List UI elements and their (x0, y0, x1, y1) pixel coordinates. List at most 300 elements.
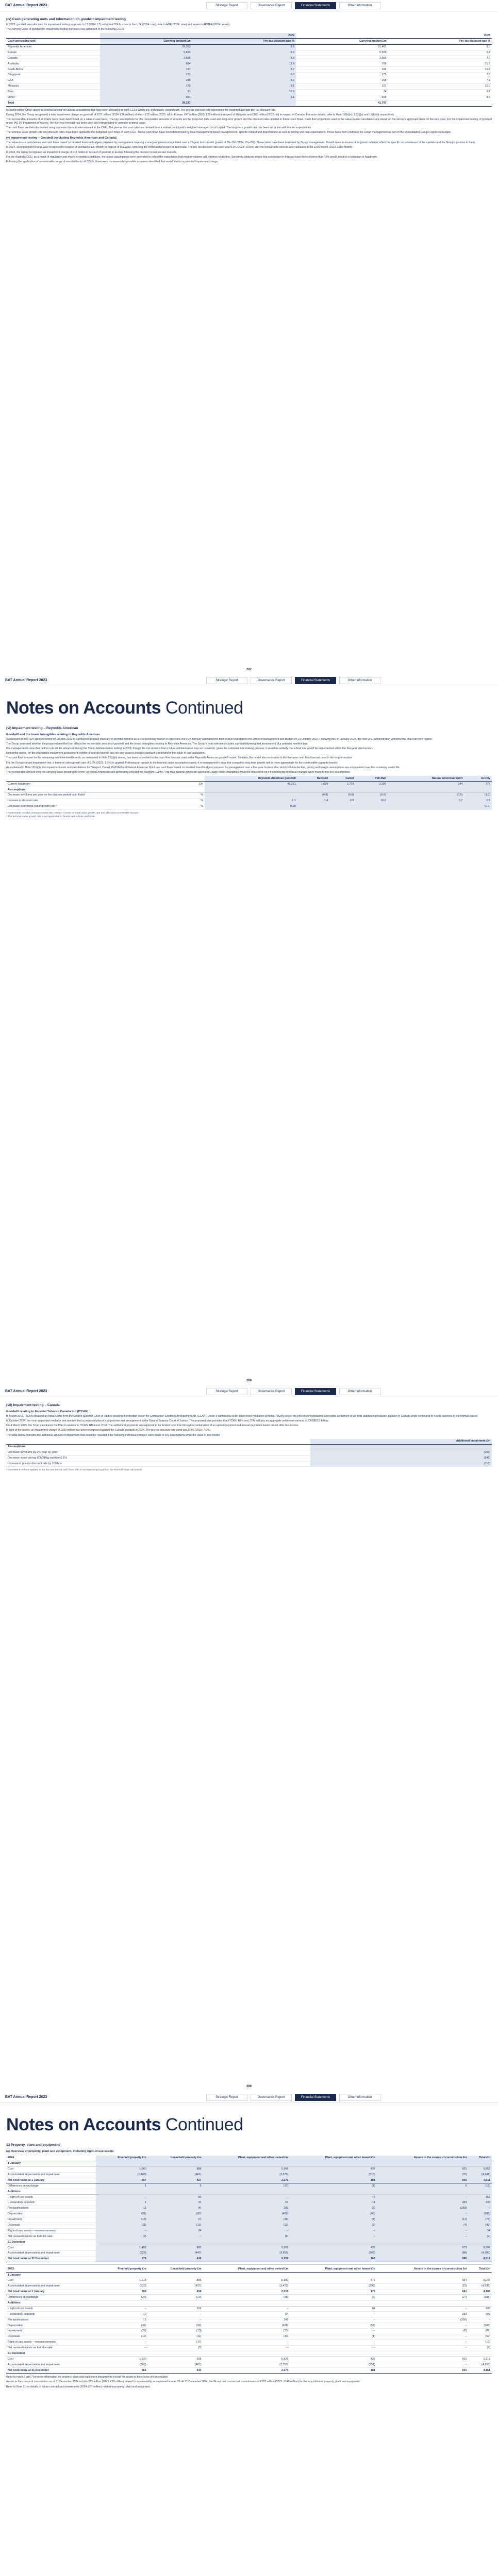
table-cell: 427 (148, 2178, 203, 2183)
nav-financial-statements[interactable]: Financial Statements (295, 2, 336, 9)
table-cell: (865) (96, 2362, 147, 2368)
table-cell: – (203, 2345, 290, 2351)
table-cell: 673 (377, 2245, 469, 2251)
row-label: Impairment (6, 2329, 96, 2334)
row-label: Decrease in net pricing (CAD$/kg stabilised) 1% (6, 1455, 310, 1461)
column-header: Carrying amount £m (296, 39, 388, 44)
paragraph: As explained in Note 12(a)(ii), the impairment tests and calculations for Newport, Camel, Pall Mall and Natural American Spirit use cash flows based on detailed brand budgets prepared by management over a five-year horizon after which volume decline, pricing and margin assumptions are extrapolated over the remaining useful life. (6, 766, 401, 769)
table-cell: (33) (203, 2329, 290, 2334)
table-row (6, 2245, 492, 2251)
table-cell: – (203, 2228, 290, 2234)
page-header (0, 0, 498, 11)
table-cell: 5,626 (203, 2357, 290, 2362)
table-cell: 432 (290, 2357, 376, 2362)
table-cell: (116) (310, 1461, 492, 1467)
table-cell: (3,650) (203, 2251, 290, 2257)
table-cell (377, 2300, 469, 2306)
table-row (6, 2172, 492, 2178)
table-row (6, 67, 492, 73)
table-cell: 8.7 (192, 67, 296, 73)
table-cell: (4) (148, 2206, 203, 2212)
table-cell: 4,161 (469, 2368, 492, 2374)
table-cell: – (290, 2340, 376, 2345)
table-cell (205, 793, 297, 799)
table-cell (290, 2273, 376, 2278)
table-cell: 883 (148, 2245, 203, 2251)
table-cell (355, 804, 387, 809)
table-cell: – (148, 2234, 203, 2240)
table-row (6, 2368, 492, 2374)
table-cell: (4,956) (469, 2362, 492, 2368)
table-cell: 31 (148, 2200, 203, 2206)
table-cell (377, 2273, 469, 2278)
row-label: Decrease in volume per year on the discrete period cash flows¹ (6, 793, 189, 799)
table-cell: – (203, 2340, 290, 2345)
table-cell: (17) (148, 2340, 203, 2345)
table-cell: – (148, 2312, 203, 2317)
table-cell: 437 (290, 2166, 376, 2172)
row-label: Disposals (6, 2223, 96, 2228)
paragraph: Noting the above, for the intangibles impairment assessment, neither a federal menthol ban nor any tobacco product standard is reflected in the value-in-use calculation. (6, 752, 206, 755)
table-row (6, 2223, 492, 2228)
table-cell (203, 2300, 290, 2306)
table-cell: 709 (296, 61, 388, 67)
row-label: Right-of-use assets – remeasurements (6, 2340, 96, 2345)
table-cell: % (189, 799, 205, 804)
table-cell (148, 2300, 203, 2306)
table-cell: 665 (96, 2368, 147, 2374)
table-cell: (31) (96, 2211, 147, 2217)
table-cell: (1) (290, 2183, 376, 2189)
paragraph: In 2023, goodwill was allocated for impairment testing purposes to 17 (2024: 17) individual CGUs – one in the U.S. (2024: one), nine in AME (2024: nine) and seven in APMEA (2024: seven). (6, 23, 230, 26)
section-nav (206, 1388, 380, 1395)
table-cell: (31) (96, 2323, 147, 2329)
table-cell: 176 (290, 2289, 376, 2295)
report-title: BAT Annual Report 2023 (5, 1389, 47, 1393)
table-cell: 5,309 (296, 50, 388, 56)
table-cell: 170 (100, 83, 192, 89)
year-header-2023: 2023 (296, 33, 492, 39)
table-cell: 0.5 (464, 799, 492, 804)
footnote: ² The terminal value growth rate is not applicable to brands with a finite useful life. (6, 816, 95, 819)
table-row (6, 2234, 492, 2240)
table-cell: (823) (96, 2251, 147, 2257)
table-cell (96, 2161, 147, 2166)
table-cell: 7.7 (388, 78, 492, 84)
table-row (6, 2206, 492, 2212)
table-cell: (7) (469, 2345, 492, 2351)
table-cell: 80 (148, 2195, 203, 2200)
table-cell (377, 2351, 469, 2357)
table-cell: 1 (96, 2183, 147, 2189)
table-row (6, 2306, 492, 2312)
section-nav (206, 2, 380, 9)
table-row (6, 2357, 492, 2362)
row-label: Reclassifications (6, 2206, 96, 2212)
table-cell: – (148, 2317, 203, 2323)
row-label: Other (6, 95, 100, 100)
table-cell (148, 2189, 203, 2195)
table-cell: (4,936) (469, 2284, 492, 2290)
table-cell: 157 (469, 2195, 492, 2200)
subsection-heading: Goodwill relating to Imperial Tobacco Canada Ltd (ITCAN) (6, 1410, 89, 1413)
column-header: Camel (329, 776, 355, 782)
table-cell: – (203, 2306, 290, 2312)
nav-strategic-report[interactable]: Strategic Report (206, 2094, 247, 2101)
table-cell: (298) (290, 2284, 376, 2290)
table-cell: 175 (296, 73, 388, 78)
table-cell: 2,656 (100, 56, 192, 61)
table-total-row: Total 39,337 41,797 (6, 100, 492, 106)
table-cell: (269) (290, 2251, 376, 2257)
table-cell: 9.1 (192, 83, 296, 89)
table-cell: 2,259 (203, 2257, 290, 2262)
table-cell: 11.8 (192, 61, 296, 67)
table-cell: (27) (377, 2295, 469, 2300)
table-cell: (3,473) (203, 2284, 290, 2290)
paragraph: Refer to notes 6 and 7 for more information on property, plant and equipment impairments except for assets in the course of construction. (6, 2376, 169, 2379)
row-label: Accumulated depreciation and impairment (6, 2362, 96, 2368)
nav-strategic-report[interactable]: Strategic Report (206, 677, 247, 684)
table-cell: – (469, 2206, 492, 2212)
row-label: Assumptions (6, 1444, 310, 1450)
table-cell: 4,108 (469, 2289, 492, 2295)
column-header: Cash generating unit (6, 39, 100, 44)
row-label: Cost (6, 2357, 96, 2362)
row-label: Depreciation (6, 2323, 96, 2329)
table-row (6, 799, 492, 804)
table-cell: 3 (148, 2183, 203, 2189)
table-cell (290, 2240, 376, 2245)
table-cell: 7.0 (388, 56, 492, 61)
paragraph: Refer to Note 31 for details of future contractual commitments (2024: £67 million) related to property, plant and equipment. (6, 2385, 151, 2388)
page-number: 289 (246, 2084, 252, 2088)
table-cell (329, 787, 355, 793)
paragraph: During 2024, the Group recognised a total impairment charge on goodwill of £271 million (2024: £36 million) of which £12 million (2023: nil) in Europe, £47 million (2023: £25 million) in respect of Malaysia and £189 million (2023: nil) in respect of Canada. For more details, refer to Note 12(b)(iv), 12(b)(v) and 12(b)(vi) respectively. (6, 113, 395, 116)
table-cell: (0.5) (388, 793, 464, 799)
table-cell: – (96, 2345, 147, 2351)
table-row (6, 61, 492, 67)
nav-strategic-report[interactable]: Strategic Report (206, 1388, 247, 1395)
row-label: Singapore (6, 73, 100, 78)
table-cell (96, 2300, 147, 2306)
table-cell: (4,780) (469, 2251, 492, 2257)
table-cell (297, 804, 329, 809)
row-label: Decrease in terminal value growth rate¹² (6, 804, 189, 809)
table-cell: 397 (469, 2312, 492, 2317)
section-heading: 13 Property, plant and equipment (6, 2143, 60, 2147)
table-cell: 585 (377, 2257, 469, 2262)
table-cell: (588) (469, 2211, 492, 2217)
report-title: BAT Annual Report 2023 (5, 3, 47, 7)
table-cell: 2,724 (329, 782, 355, 787)
table-cell: 8.2 (192, 78, 296, 84)
table-cell: 1,960 (96, 2166, 147, 2172)
row-label: Net reclassifications as held-for-sale (6, 2234, 96, 2240)
paragraph: Assets in the course of construction as at 31 December 2024 include £25 million (2023: £19 million) related to sustainability as explained in note 20. At 31 December 2024, the Group had contractual commitments of £153 million (2023: £140 million) for the acquisition of property, plant and equipment. (6, 2380, 360, 2384)
row-label: Decrease in volume by 2% year-on-year¹ (6, 1450, 310, 1455)
table-cell (469, 2189, 492, 2195)
table-cell: (1) (290, 2217, 376, 2223)
row-label: Reclassifications (6, 2317, 96, 2323)
goodwill-cgu-table (6, 33, 492, 106)
table-cell: (4,941) (469, 2172, 492, 2178)
table-cell: (60) (290, 2211, 376, 2217)
table-cell: (487) (148, 2362, 203, 2368)
row-label: Accumulated depreciation and impairment (6, 2284, 96, 2290)
nav-governance-report[interactable]: Governance Report (251, 1388, 292, 1395)
table-row (6, 2295, 492, 2300)
table-cell: 601 (377, 2166, 469, 2172)
table-cell: – (377, 2345, 469, 2351)
table-cell: 458 (148, 2289, 203, 2295)
table-cell (203, 2161, 290, 2166)
report-title: BAT Annual Report 2023 (5, 2095, 47, 2099)
table-cell: (356) (377, 2317, 469, 2323)
nav-governance-report[interactable]: Governance Report (251, 2094, 292, 2101)
table-row (6, 2251, 492, 2257)
table-cell: – (203, 2195, 290, 2200)
table-cell: 684 (100, 61, 192, 67)
paragraph: The terminal value growth rate and discount rates have been applied to the budgeted cash flows of each CGU. These cash flows have been determined by local management based on experience, specific market and brand trends as well as pricing and cost expectations. These have been endorsed by Group management as part of the consolidated Group's approved budget. (6, 131, 452, 134)
row-label: 1 January (6, 2161, 96, 2166)
headroom-sensitivity-table (6, 776, 492, 810)
column-header: Additional impairment £m (310, 1439, 492, 1445)
table-cell: – (290, 2345, 376, 2351)
table-row (6, 2334, 492, 2340)
paragraph: Included within 'Other' above is goodwill arising on various acquisitions that have been allocated to eight CGUs which are, individually, insignificant. The pre-tax discount rate represents the weighted average pre-tax discount rate. (6, 108, 276, 112)
table-cell: (57) (290, 2323, 376, 2329)
table-cell (148, 2240, 203, 2245)
row-label: Accumulated depreciation and impairment (6, 2172, 96, 2178)
table-cell: 341 (203, 2317, 290, 2323)
table-cell: (11) (96, 2223, 147, 2228)
row-label: Peru (6, 89, 100, 95)
table-cell (355, 787, 387, 793)
table-cell: (28) (96, 2295, 147, 2300)
subsection-heading: Goodwill and the brand intangibles relating to Reynolds American (6, 733, 100, 736)
column-header: Pre-tax discount rate % (192, 39, 296, 44)
table-cell: – (290, 2228, 376, 2234)
row-label: Increase in discount rate (6, 799, 189, 804)
table-body (6, 1444, 492, 1467)
table-cell (203, 2240, 290, 2245)
table-cell: 9,297 (469, 2245, 492, 2251)
row-label: Current headroom (6, 782, 189, 787)
nav-other-information[interactable]: Other Information (339, 2, 380, 9)
table-cell (464, 787, 492, 793)
table-cell: 6.1 (205, 799, 297, 804)
table-cell: 895 (148, 2278, 203, 2284)
table-cell: 1.4 (297, 799, 329, 804)
table-cell (469, 2300, 492, 2306)
table-cell: (2) (96, 2234, 147, 2240)
table-cell (469, 2351, 492, 2357)
paragraph: In 2024, the Group recognised an impairment charge of £12 million in respect of goodwill in Europe following the decision to exit certain markets. (6, 150, 177, 154)
table-cell (388, 804, 464, 809)
table-cell: 2,906 (296, 56, 388, 61)
table-cell: 608 (296, 95, 388, 100)
year-label: 2023 (6, 2267, 96, 2273)
row-label: Net book value at 1 January (6, 2178, 96, 2183)
nav-other-information[interactable]: Other Information (339, 2094, 380, 2101)
row-label: Accumulated depreciation and impairment (6, 2251, 96, 2257)
table-row (6, 2161, 492, 2166)
table-cell: 31,481 (296, 44, 388, 50)
table-cell: – (290, 2234, 376, 2240)
table-body (6, 44, 492, 100)
row-label: – separately acquired (6, 2200, 96, 2206)
table-cell: 54 (203, 2312, 290, 2317)
page-number: 287 (246, 668, 252, 671)
divider (6, 2264, 492, 2265)
table-cell: 641 (377, 2289, 469, 2295)
row-label: Increase in pre-tax discount rate by 100 bps (6, 1461, 310, 1467)
table-cell: 667 (96, 2178, 147, 2183)
page-header (0, 2092, 498, 2103)
table-cell (290, 2161, 376, 2166)
table-cell: (17) (203, 2183, 290, 2189)
table-cell (148, 2273, 203, 2278)
table-cell: 579 (96, 2257, 147, 2262)
table-cell: 8.0 (388, 44, 492, 50)
table-cell: (6.8) (205, 804, 297, 809)
paragraph: In October 2024, the court-appointed mediator and monitor filed a proposed plan of compromise and arrangement in the Ontario Superior Court of Justice. The proposed plan provides that ITCAN, RBH and JTIM will pay an aggregate settlement amount of CAD$32.5 billion. (6, 1419, 329, 1422)
table-cell: (437) (148, 2284, 203, 2290)
table-cell: – (290, 2329, 376, 2334)
section-nav (206, 677, 380, 684)
table-cell: 43,261 (205, 782, 297, 787)
table-row (6, 44, 492, 50)
table-cell: 10.7 (388, 67, 492, 73)
table-cell: 84 (290, 2306, 376, 2312)
table-cell: 181 (290, 2368, 376, 2374)
column-header: Reynolds American goodwill (205, 776, 297, 782)
table-cell: (2) (290, 2223, 376, 2228)
nav-financial-statements[interactable]: Financial Statements (295, 677, 336, 684)
column-header: Grizzly (464, 776, 492, 782)
table-cell: 5,300 (203, 2278, 290, 2284)
table-row (6, 2323, 492, 2329)
paragraph: In 2024, an impairment charge was recognised in respect of goodwill of £47 million in respect of Malaysia, reflecting the continued pressure of illicit trade. The pre-tax discount rate used was 9.1% (2023: 10.6%) and the recoverable amount was calculated to be £206 million (2023: £209 million). (6, 146, 353, 149)
column-header: Natural American Spirit (388, 776, 464, 782)
table-cell (203, 2189, 290, 2195)
canada-sensitivity-table (6, 1439, 492, 1467)
table-cell (96, 2273, 147, 2278)
table-cell: (0.2) (464, 804, 492, 809)
table-row (6, 1444, 492, 1450)
table-cell (205, 787, 297, 793)
table-cell: – (96, 2306, 147, 2312)
row-label: Impairment (6, 2217, 96, 2223)
table-row (6, 95, 492, 100)
table-cell: 888 (148, 2166, 203, 2172)
table-cell: 181 (290, 2178, 376, 2183)
table-cell: (461) (148, 2172, 203, 2178)
table-cell: 34 (148, 2228, 203, 2234)
table-cell: – (469, 2317, 492, 2323)
table-cell (377, 2189, 469, 2195)
table-row (6, 2317, 492, 2323)
table-cell: (6) (290, 2206, 376, 2212)
table-cell: (73) (469, 2217, 492, 2223)
table-cell: 1,618 (96, 2278, 147, 2284)
report-page-288 (0, 675, 498, 1386)
table-cell: 152 (148, 2306, 203, 2312)
table-cell: (1.0) (464, 793, 492, 799)
table-row (6, 2166, 492, 2172)
page-header (0, 675, 498, 686)
column-header: Pall Mall (355, 776, 387, 782)
table-row (6, 793, 492, 799)
section-nav (206, 2094, 380, 2101)
paragraph: The recoverable amount over the carrying value (headroom) of the Reynolds American cash generating unit and the Newport, Camel, Pall Mall, Natural American Spirit and Grizzly brand intangibles would be reduced to nil if the following individual changes were made to the key assumptions: (6, 771, 351, 774)
table-cell: 601 (377, 2178, 469, 2183)
table-cell: (829) (96, 2284, 147, 2290)
table-row (6, 2217, 492, 2223)
column-header: Carrying amount £m (100, 39, 192, 44)
table-row (6, 2178, 492, 2183)
table-cell: (408) (203, 2323, 290, 2329)
table-cell: 34 (469, 2228, 492, 2234)
section-heading: (vi) Impairment testing – Reynolds American (6, 726, 78, 730)
table-cell: (33) (203, 2334, 290, 2340)
table-cell: (402) (203, 2211, 290, 2217)
table-row (6, 1455, 492, 1461)
table-cell: 1 (96, 2200, 147, 2206)
table-row (6, 2195, 492, 2200)
table-cell: 432 (290, 2245, 376, 2251)
table-row (6, 56, 492, 61)
nav-governance-report[interactable]: Governance Report (251, 677, 292, 684)
table-cell: 9,117 (469, 2357, 492, 2362)
nav-other-information[interactable]: Other Information (339, 677, 380, 684)
page-number: 288 (246, 1379, 252, 1382)
table-cell: 91 (100, 89, 192, 95)
table-cell: (283) (377, 2206, 469, 2212)
paragraph: The cash flows are then discounted using a pre-tax discount rate relevant to the CGU. The pre-tax discount rates are derived from a market participant's weighted average cost of capital. The long-term growth rate has been set in line with market expectations. (6, 126, 312, 130)
report-page-287 (0, 0, 498, 675)
table-cell: (13) (377, 2284, 469, 2290)
table-cell (148, 2351, 203, 2357)
nav-financial-statements[interactable]: Financial Statements (295, 1388, 336, 1395)
page-title: Notes on Accounts Continued (6, 2115, 243, 2134)
row-label: – right-of-use assets (6, 2195, 96, 2200)
row-label: Net reclassifications as held-for-sale (6, 2345, 96, 2351)
table-cell: 236 (469, 2306, 492, 2312)
table-cell: (57) (469, 2334, 492, 2340)
table-row (6, 2273, 492, 2278)
table-row (6, 78, 492, 84)
table-cell (297, 787, 329, 793)
row-label: Additions (6, 2189, 96, 2195)
table-row (6, 782, 492, 787)
nav-financial-statements[interactable]: Financial Statements (295, 2094, 336, 2101)
nav-strategic-report[interactable]: Strategic Report (206, 2, 247, 9)
table-cell: (11) (148, 2334, 203, 2340)
nav-other-information[interactable]: Other Information (339, 1388, 380, 1395)
table-row (6, 2362, 492, 2368)
table-cell: 186 (296, 67, 388, 73)
nav-governance-report[interactable]: Governance Report (251, 2, 292, 9)
table-cell: 11.5 (388, 61, 492, 67)
table-cell: 2,399 (355, 782, 387, 787)
table-cell: (5) (203, 2234, 290, 2240)
table-body (6, 2161, 492, 2262)
table-cell: (316) (290, 2172, 376, 2178)
table-cell: 16.9 (192, 89, 296, 95)
table-row (6, 2345, 492, 2351)
